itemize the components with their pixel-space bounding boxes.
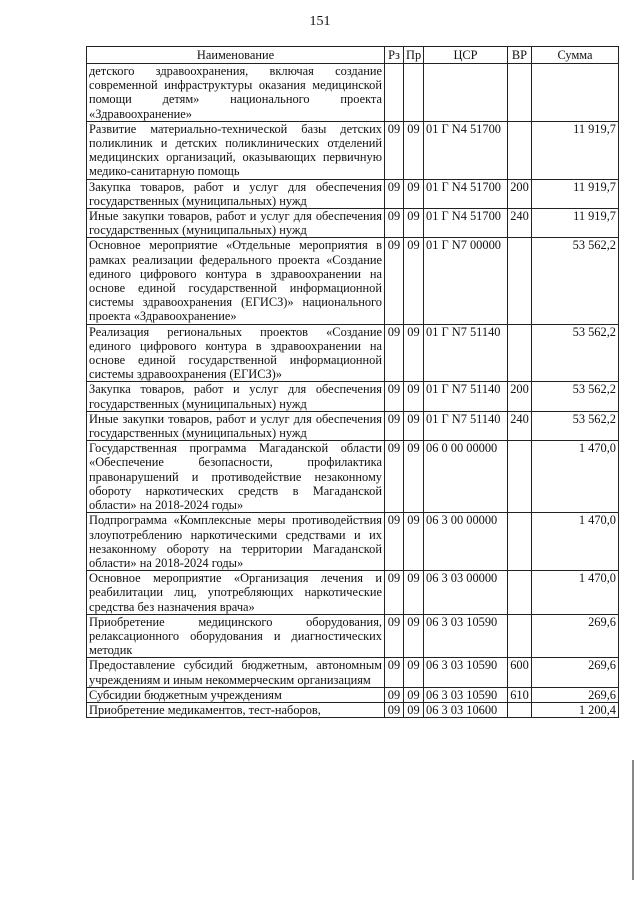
- cell-rz: 09: [385, 209, 404, 238]
- cell-vr: 240: [508, 411, 532, 440]
- cell-pr: 09: [404, 614, 424, 658]
- table-row: [87, 382, 619, 411]
- cell-name: Приобретение медикаментов, тест-наборов,: [87, 702, 385, 717]
- cell-rz: 09: [385, 513, 404, 571]
- cell-vr: [508, 441, 532, 513]
- cell-name: Основное мероприятие «Отдельные мероприятия в рамках реализации федерального проекта «Создание единого цифрового контура в здравоохранении на основе единой государственной информационной системы здравоохранения (ЕГИСЗ)» национального проекта «Здравоохранение»: [87, 238, 385, 324]
- cell-pr: 09: [404, 658, 424, 687]
- cell-pr: 09: [404, 571, 424, 615]
- cell-rz: 09: [385, 687, 404, 702]
- cell-rz: 09: [385, 614, 404, 658]
- cell-rz: 09: [385, 441, 404, 513]
- cell-rz: 09: [385, 382, 404, 411]
- column-header-sum: Сумма: [532, 47, 619, 64]
- table-row: [87, 324, 619, 382]
- table-row: [87, 209, 619, 238]
- column-header-rz: Рз: [385, 47, 404, 64]
- cell-vr: 600: [508, 658, 532, 687]
- cell-sum: 1 470,0: [532, 513, 619, 571]
- column-header-name: Наименование: [87, 47, 385, 64]
- column-header-csr: ЦСР: [424, 47, 508, 64]
- cell-sum: 269,6: [532, 658, 619, 687]
- table-row: [87, 441, 619, 513]
- cell-csr: 06 3 03 10600: [424, 702, 508, 717]
- cell-csr: 01 Г N7 00000: [424, 238, 508, 324]
- cell-vr: 200: [508, 179, 532, 208]
- cell-sum: 1 200,4: [532, 702, 619, 717]
- cell-vr: [508, 121, 532, 179]
- scan-edge-line: [632, 760, 634, 880]
- cell-csr: 06 3 00 00000: [424, 513, 508, 571]
- cell-name: Иные закупки товаров, работ и услуг для обеспечения государственных (муниципальных) нужд: [87, 411, 385, 440]
- table-row: [87, 658, 619, 687]
- cell-sum: 53 562,2: [532, 238, 619, 324]
- cell-csr: 01 Г N7 51140: [424, 411, 508, 440]
- cell-pr: 09: [404, 513, 424, 571]
- cell-csr: 01 Г N4 51700: [424, 121, 508, 179]
- cell-vr: 200: [508, 382, 532, 411]
- cell-sum: 269,6: [532, 687, 619, 702]
- budget-table: [86, 46, 619, 718]
- cell-rz: 09: [385, 702, 404, 717]
- cell-pr: [404, 64, 424, 122]
- cell-vr: [508, 64, 532, 122]
- table-row: [87, 687, 619, 702]
- cell-vr: 610: [508, 687, 532, 702]
- table-row: [87, 238, 619, 324]
- cell-name: Основное мероприятие «Организация лечения и реабилитации лиц, употребляющих наркотические средства без назначения врача»: [87, 571, 385, 615]
- cell-rz: 09: [385, 411, 404, 440]
- cell-pr: 09: [404, 687, 424, 702]
- column-header-pr: Пр: [404, 47, 424, 64]
- cell-rz: 09: [385, 571, 404, 615]
- cell-csr: 06 3 03 10590: [424, 687, 508, 702]
- cell-sum: [532, 64, 619, 122]
- cell-sum: 53 562,2: [532, 324, 619, 382]
- cell-vr: 240: [508, 209, 532, 238]
- cell-name: Субсидии бюджетным учреждениям: [87, 687, 385, 702]
- cell-sum: 11 919,7: [532, 121, 619, 179]
- table-row: [87, 513, 619, 571]
- cell-pr: 09: [404, 179, 424, 208]
- cell-name: Приобретение медицинского оборудования, релаксационного оборудования и диагностических методик: [87, 614, 385, 658]
- cell-pr: 09: [404, 121, 424, 179]
- cell-name: Предоставление субсидий бюджетным, автономным учреждениям и иным некоммерческим организациям: [87, 658, 385, 687]
- cell-csr: [424, 64, 508, 122]
- cell-csr: 01 Г N7 51140: [424, 324, 508, 382]
- cell-name: Подпрограмма «Комплексные меры противодействия злоупотреблению наркотическими средствами и их незаконному обороту на территории Магаданской области» на 2018-2024 годы»: [87, 513, 385, 571]
- cell-csr: 01 Г N7 51140: [424, 382, 508, 411]
- page-number: 151: [309, 14, 331, 29]
- table-row: [87, 571, 619, 615]
- cell-name: Государственная программа Магаданской области «Обеспечение безопасности, профилактика правонарушений и противодействие незаконному обороту наркотических средств в Магаданской области» на 2018-2024 годы»: [87, 441, 385, 513]
- cell-vr: [508, 702, 532, 717]
- table-row: [87, 614, 619, 658]
- cell-rz: 09: [385, 179, 404, 208]
- cell-csr: 01 Г N4 51700: [424, 179, 508, 208]
- cell-csr: 06 3 03 10590: [424, 614, 508, 658]
- table-header-row: [87, 47, 619, 64]
- table-row: [87, 702, 619, 717]
- table-row: [87, 411, 619, 440]
- table-row: [87, 121, 619, 179]
- cell-csr: 01 Г N4 51700: [424, 209, 508, 238]
- cell-csr: 06 0 00 00000: [424, 441, 508, 513]
- cell-sum: 53 562,2: [532, 411, 619, 440]
- cell-name: Реализация региональных проектов «Создание единого цифрового контура в здравоохранении на основе единой государственной информационной системы здравоохранения (ЕГИСЗ)»: [87, 324, 385, 382]
- cell-name: Закупка товаров, работ и услуг для обеспечения государственных (муниципальных) нужд: [87, 179, 385, 208]
- cell-pr: 09: [404, 411, 424, 440]
- cell-pr: 09: [404, 238, 424, 324]
- cell-rz: 09: [385, 658, 404, 687]
- cell-name: Развитие материально-технической базы детских поликлиник и детских поликлинических отделений медицинских организаций, оказывающих первичную медико-санитарную помощь: [87, 121, 385, 179]
- cell-sum: 1 470,0: [532, 441, 619, 513]
- cell-csr: 06 3 03 00000: [424, 571, 508, 615]
- cell-vr: [508, 513, 532, 571]
- cell-sum: 11 919,7: [532, 179, 619, 208]
- cell-rz: [385, 64, 404, 122]
- cell-pr: 09: [404, 324, 424, 382]
- cell-sum: 11 919,7: [532, 209, 619, 238]
- cell-vr: [508, 324, 532, 382]
- cell-rz: 09: [385, 238, 404, 324]
- cell-csr: 06 3 03 10590: [424, 658, 508, 687]
- cell-pr: 09: [404, 382, 424, 411]
- table-row: [87, 64, 619, 122]
- table-row: [87, 179, 619, 208]
- cell-name: Иные закупки товаров, работ и услуг для обеспечения государственных (муниципальных) нужд: [87, 209, 385, 238]
- cell-sum: 269,6: [532, 614, 619, 658]
- cell-name: Закупка товаров, работ и услуг для обеспечения государственных (муниципальных) нужд: [87, 382, 385, 411]
- cell-rz: 09: [385, 324, 404, 382]
- cell-rz: 09: [385, 121, 404, 179]
- cell-vr: [508, 571, 532, 615]
- cell-name: детского здравоохранения, включая создание современной инфраструктуры оказания медицинской помощи детям» национального проекта «Здравоохранение»: [87, 64, 385, 122]
- cell-vr: [508, 614, 532, 658]
- cell-pr: 09: [404, 441, 424, 513]
- cell-vr: [508, 238, 532, 324]
- column-header-vr: ВР: [508, 47, 532, 64]
- cell-pr: 09: [404, 702, 424, 717]
- cell-pr: 09: [404, 209, 424, 238]
- cell-sum: 1 470,0: [532, 571, 619, 615]
- cell-sum: 53 562,2: [532, 382, 619, 411]
